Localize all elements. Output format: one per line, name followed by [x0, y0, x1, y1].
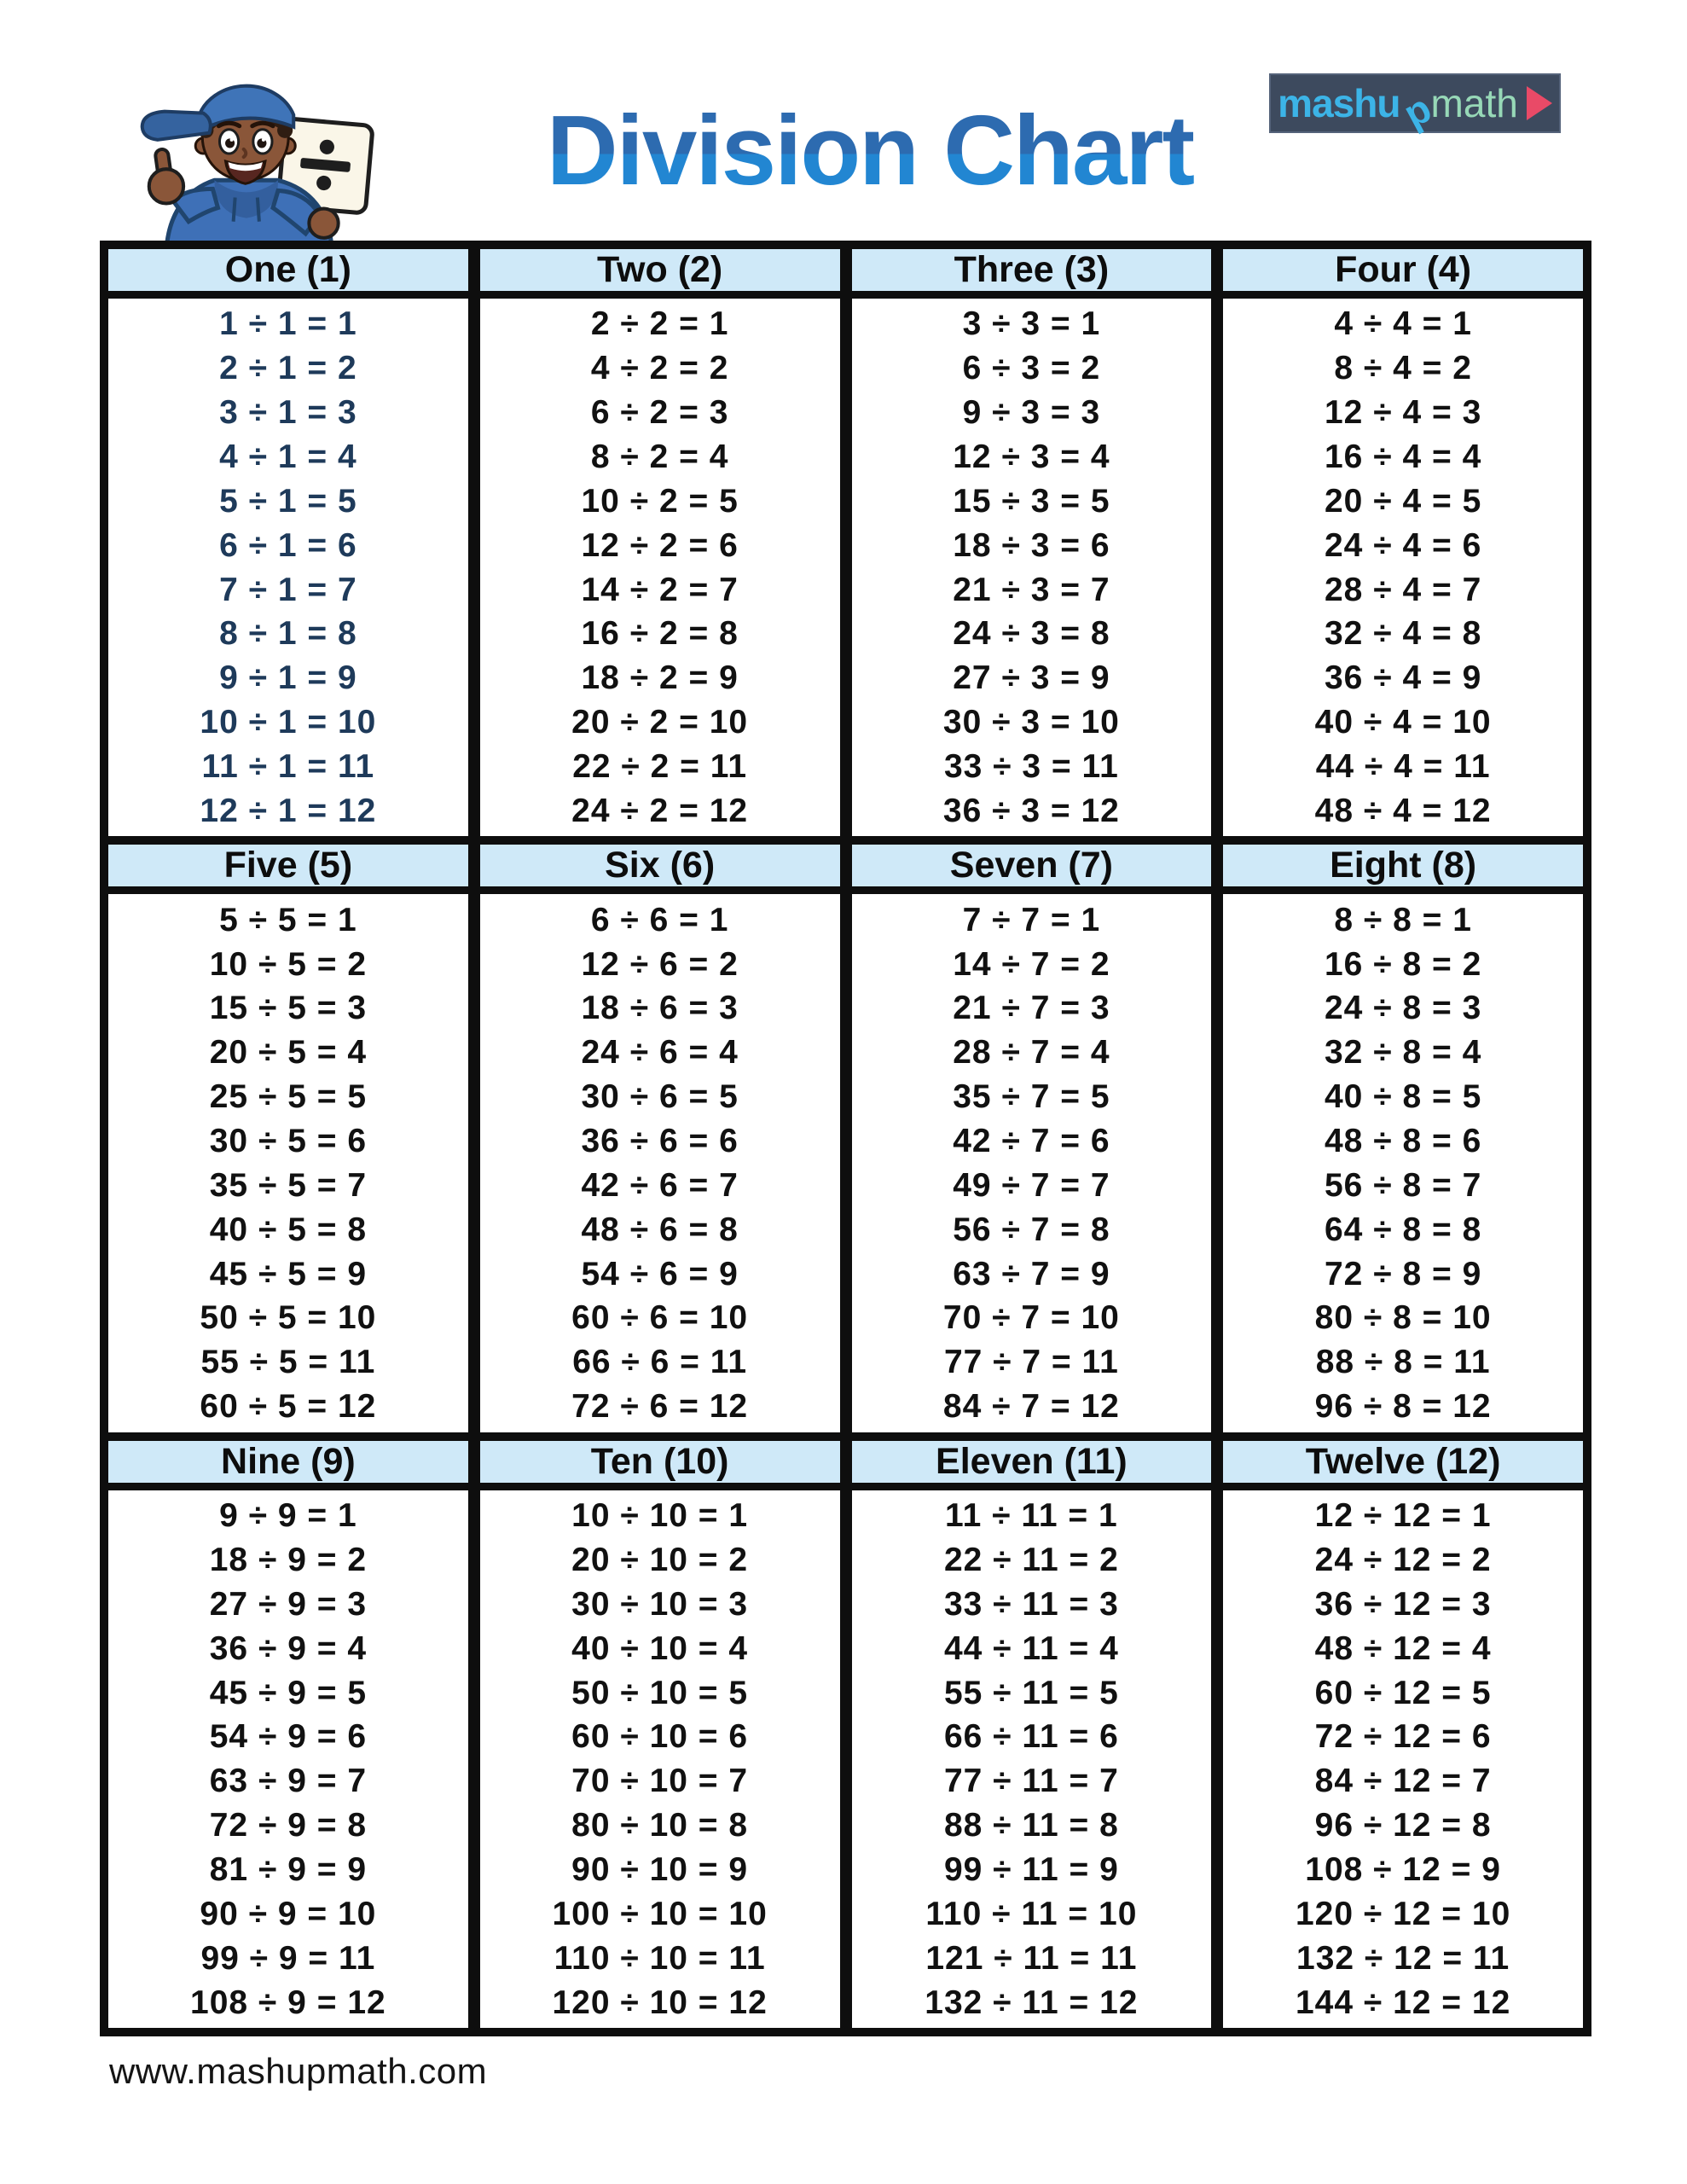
column-header: Ten (10) [468, 1441, 840, 1483]
division-fact: 55 ÷ 11 = 5 [943, 1674, 1119, 1711]
division-fact: 44 ÷ 4 = 11 [1315, 748, 1491, 786]
division-fact: 33 ÷ 11 = 3 [943, 1585, 1119, 1623]
column-header: Nine (9) [221, 1440, 356, 1482]
division-fact: 108 ÷ 9 = 12 [190, 1984, 386, 2021]
division-fact: 20 ÷ 5 = 4 [209, 1034, 368, 1072]
division-fact: 88 ÷ 8 = 11 [1315, 1344, 1491, 1381]
division-fact: 42 ÷ 6 = 7 [581, 1166, 739, 1204]
division-fact: 40 ÷ 4 = 10 [1314, 704, 1492, 741]
fact-column [1211, 894, 1583, 1432]
division-fact: 7 ÷ 7 = 1 [962, 901, 1101, 938]
section-body [108, 894, 1583, 1432]
division-fact: 99 ÷ 9 = 11 [200, 1939, 376, 1977]
column-header: Six (6) [468, 845, 840, 886]
division-fact: 36 ÷ 3 = 12 [942, 792, 1120, 829]
division-fact: 12 ÷ 3 = 4 [953, 439, 1110, 475]
division-fact: 96 ÷ 8 = 12 [1314, 1388, 1492, 1426]
division-fact: 35 ÷ 5 = 7 [209, 1166, 368, 1204]
division-fact: 45 ÷ 9 = 5 [209, 1674, 368, 1711]
division-fact: 2 ÷ 2 = 1 [590, 305, 729, 343]
division-fact: 24 ÷ 6 = 4 [581, 1034, 739, 1072]
brand-letter-p: p [1396, 85, 1439, 136]
column-header: Eight (8) [1211, 845, 1583, 886]
brand-text-math: math [1430, 81, 1518, 125]
website-url: www.mashupmath.com [109, 2051, 488, 2091]
page-title: Division Chart [461, 101, 1279, 200]
division-fact: 72 ÷ 6 = 12 [571, 1388, 749, 1426]
division-fact: 110 ÷ 10 = 11 [554, 1939, 766, 1977]
division-fact: 96 ÷ 12 = 8 [1314, 1807, 1492, 1844]
fact-column [840, 894, 1212, 1432]
division-fact: 9 ÷ 9 = 1 [219, 1497, 357, 1535]
table-section [108, 249, 1583, 836]
division-fact: 30 ÷ 3 = 10 [942, 704, 1120, 741]
division-fact: 6 ÷ 2 = 3 [590, 394, 729, 432]
boy-division-sign-illustration [114, 53, 428, 251]
division-fact: 72 ÷ 8 = 9 [1324, 1255, 1482, 1292]
division-fact: 48 ÷ 6 = 8 [581, 1211, 739, 1248]
division-fact: 70 ÷ 10 = 7 [571, 1763, 749, 1800]
division-fact: 72 ÷ 9 = 8 [209, 1807, 368, 1844]
division-fact: 63 ÷ 9 = 7 [209, 1763, 368, 1800]
column-header: One (1) [224, 249, 351, 290]
division-fact: 16 ÷ 4 = 4 [1324, 439, 1482, 475]
cap-bill [142, 112, 211, 140]
section-body [108, 299, 1583, 836]
division-fact: 15 ÷ 3 = 5 [953, 482, 1110, 520]
division-fact: 56 ÷ 7 = 8 [953, 1211, 1110, 1248]
thumbs-up-fist [149, 169, 183, 203]
division-fact: 9 ÷ 3 = 3 [962, 394, 1101, 432]
division-fact: 16 ÷ 2 = 8 [581, 615, 739, 653]
division-fact: 44 ÷ 11 = 4 [943, 1629, 1119, 1667]
division-fact: 1 ÷ 1 = 1 [219, 305, 357, 343]
division-fact: 60 ÷ 10 = 6 [571, 1718, 749, 1756]
division-fact: 30 ÷ 6 = 5 [581, 1078, 739, 1116]
division-fact: 54 ÷ 9 = 6 [209, 1718, 368, 1756]
fact-column [108, 894, 468, 1432]
division-fact: 6 ÷ 1 = 6 [219, 526, 357, 564]
division-fact: 9 ÷ 1 = 9 [219, 659, 357, 697]
division-fact: 4 ÷ 1 = 4 [219, 439, 357, 475]
division-fact: 36 ÷ 4 = 9 [1324, 659, 1482, 697]
division-fact: 30 ÷ 10 = 3 [571, 1585, 749, 1623]
division-fact: 55 ÷ 5 = 11 [200, 1344, 376, 1381]
gripping-hand [309, 209, 338, 238]
table-section [108, 836, 1583, 1432]
division-fact: 132 ÷ 12 = 11 [1296, 1939, 1510, 1977]
division-fact: 18 ÷ 3 = 6 [953, 526, 1110, 564]
column-header: Three (3) [840, 249, 1212, 291]
section-header-row [108, 1441, 1583, 1490]
division-fact: 144 ÷ 12 = 12 [1295, 1984, 1511, 2021]
division-fact: 15 ÷ 5 = 3 [209, 990, 368, 1027]
play-triangle-icon [1527, 86, 1552, 120]
division-fact: 24 ÷ 2 = 12 [571, 792, 749, 829]
division-fact: 8 ÷ 8 = 1 [1334, 901, 1472, 938]
division-fact: 63 ÷ 7 = 9 [953, 1255, 1110, 1292]
division-fact: 27 ÷ 9 = 3 [209, 1585, 368, 1623]
division-fact: 24 ÷ 8 = 3 [1324, 990, 1482, 1027]
division-fact: 28 ÷ 4 = 7 [1324, 571, 1482, 608]
division-fact: 66 ÷ 6 = 11 [572, 1344, 748, 1381]
division-fact: 22 ÷ 11 = 2 [943, 1541, 1119, 1578]
division-fact: 20 ÷ 2 = 10 [571, 704, 749, 741]
division-fact: 10 ÷ 5 = 2 [209, 945, 368, 983]
division-fact: 35 ÷ 7 = 5 [953, 1078, 1110, 1116]
fact-column [840, 299, 1212, 836]
mashupmath-logo [1269, 73, 1561, 136]
section-header-row [108, 249, 1583, 299]
division-fact: 60 ÷ 12 = 5 [1314, 1674, 1492, 1711]
division-fact: 77 ÷ 7 = 11 [943, 1344, 1119, 1381]
division-fact: 90 ÷ 10 = 9 [571, 1850, 749, 1888]
column-header: Eleven (11) [840, 1441, 1212, 1483]
division-fact: 6 ÷ 6 = 1 [590, 901, 729, 938]
division-fact: 25 ÷ 5 = 5 [209, 1078, 368, 1116]
fact-column [1211, 1490, 1583, 2028]
division-fact: 42 ÷ 7 = 6 [953, 1123, 1110, 1160]
division-fact: 90 ÷ 9 = 10 [200, 1895, 377, 1932]
division-fact: 4 ÷ 4 = 1 [1334, 305, 1472, 343]
column-header: Four (4) [1211, 249, 1583, 291]
section-header-row [108, 845, 1583, 894]
division-fact: 33 ÷ 3 = 11 [943, 748, 1119, 786]
division-fact: 5 ÷ 5 = 1 [219, 901, 357, 938]
division-fact: 11 ÷ 11 = 1 [945, 1497, 1118, 1535]
column-header: Twelve (12) [1211, 1441, 1583, 1483]
division-fact: 30 ÷ 5 = 6 [209, 1123, 368, 1160]
division-fact: 14 ÷ 2 = 7 [581, 571, 739, 608]
division-fact: 40 ÷ 5 = 8 [209, 1211, 368, 1248]
division-fact: 16 ÷ 8 = 2 [1324, 945, 1482, 983]
division-fact: 81 ÷ 9 = 9 [209, 1850, 368, 1888]
fact-column [468, 1490, 840, 2028]
division-fact: 5 ÷ 1 = 5 [219, 482, 357, 520]
division-fact: 24 ÷ 12 = 2 [1314, 1541, 1492, 1578]
division-fact: 2 ÷ 1 = 2 [219, 350, 357, 387]
division-fact: 18 ÷ 2 = 9 [581, 659, 739, 697]
division-fact: 18 ÷ 9 = 2 [209, 1541, 368, 1578]
division-fact: 36 ÷ 6 = 6 [581, 1123, 739, 1160]
division-fact: 4 ÷ 2 = 2 [590, 350, 729, 387]
table-section [108, 1432, 1583, 2028]
column-header: Two (2) [468, 249, 840, 291]
division-fact: 36 ÷ 9 = 4 [209, 1629, 368, 1667]
division-fact: 32 ÷ 4 = 8 [1324, 615, 1482, 653]
division-fact: 48 ÷ 12 = 4 [1314, 1629, 1492, 1667]
section-body [108, 1490, 1583, 2028]
column-header: Five (5) [223, 845, 353, 886]
division-fact: 8 ÷ 4 = 2 [1334, 350, 1472, 387]
division-fact: 20 ÷ 10 = 2 [571, 1541, 749, 1578]
division-fact: 10 ÷ 2 = 5 [581, 482, 739, 520]
division-fact: 60 ÷ 5 = 12 [200, 1388, 377, 1426]
division-fact: 48 ÷ 8 = 6 [1324, 1123, 1482, 1160]
division-fact: 45 ÷ 5 = 9 [209, 1255, 368, 1292]
division-table [100, 241, 1591, 2036]
division-fact: 20 ÷ 4 = 5 [1324, 482, 1482, 520]
division-fact: 12 ÷ 4 = 3 [1324, 394, 1482, 432]
brand-text-mashu: mashu [1278, 81, 1400, 125]
division-fact: 108 ÷ 12 = 9 [1305, 1850, 1501, 1888]
column-header: Seven (7) [840, 845, 1212, 886]
division-fact: 27 ÷ 3 = 9 [953, 659, 1110, 697]
division-fact: 7 ÷ 1 = 7 [219, 571, 357, 608]
division-fact: 84 ÷ 7 = 12 [942, 1388, 1120, 1426]
fact-column [468, 299, 840, 836]
division-fact: 80 ÷ 8 = 10 [1314, 1299, 1492, 1337]
fact-column [1211, 299, 1583, 836]
division-fact: 70 ÷ 7 = 10 [942, 1299, 1120, 1337]
division-fact: 24 ÷ 3 = 8 [953, 615, 1110, 653]
division-fact: 54 ÷ 6 = 9 [581, 1255, 739, 1292]
division-fact: 84 ÷ 12 = 7 [1314, 1763, 1492, 1800]
division-fact: 3 ÷ 1 = 3 [219, 394, 357, 432]
division-fact: 21 ÷ 7 = 3 [953, 990, 1110, 1027]
division-fact: 49 ÷ 7 = 7 [953, 1166, 1110, 1204]
division-fact: 12 ÷ 2 = 6 [581, 526, 739, 564]
division-fact: 50 ÷ 10 = 5 [571, 1674, 749, 1711]
division-fact: 18 ÷ 6 = 3 [581, 990, 739, 1027]
division-fact: 11 ÷ 1 = 11 [201, 748, 375, 786]
division-fact: 24 ÷ 4 = 6 [1324, 526, 1482, 564]
division-fact: 21 ÷ 3 = 7 [953, 571, 1110, 608]
division-fact: 110 ÷ 11 = 10 [925, 1895, 1138, 1932]
division-fact: 14 ÷ 7 = 2 [953, 945, 1110, 983]
division-fact: 66 ÷ 11 = 6 [943, 1718, 1119, 1756]
division-fact: 10 ÷ 1 = 10 [200, 704, 377, 741]
division-fact: 3 ÷ 3 = 1 [962, 305, 1101, 343]
division-fact: 32 ÷ 8 = 4 [1324, 1034, 1482, 1072]
fact-column [468, 894, 840, 1432]
division-fact: 60 ÷ 6 = 10 [571, 1299, 749, 1337]
fact-column [108, 1490, 468, 2028]
division-fact: 12 ÷ 1 = 12 [200, 792, 377, 829]
division-fact: 80 ÷ 10 = 8 [571, 1807, 749, 1844]
division-fact: 132 ÷ 11 = 12 [925, 1984, 1139, 2021]
division-fact: 40 ÷ 8 = 5 [1324, 1078, 1482, 1116]
division-fact: 56 ÷ 8 = 7 [1324, 1166, 1482, 1204]
division-fact: 50 ÷ 5 = 10 [200, 1299, 377, 1337]
division-fact: 8 ÷ 2 = 4 [590, 439, 729, 475]
division-fact: 22 ÷ 2 = 11 [572, 748, 748, 786]
division-fact: 77 ÷ 11 = 7 [943, 1763, 1119, 1800]
division-fact: 8 ÷ 1 = 8 [219, 615, 357, 653]
division-fact: 88 ÷ 11 = 8 [943, 1807, 1119, 1844]
division-fact: 12 ÷ 12 = 1 [1314, 1497, 1492, 1535]
division-fact: 120 ÷ 12 = 10 [1295, 1895, 1511, 1932]
division-fact: 28 ÷ 7 = 4 [953, 1034, 1110, 1072]
division-fact: 72 ÷ 12 = 6 [1314, 1718, 1492, 1756]
division-fact: 40 ÷ 10 = 4 [571, 1629, 749, 1667]
division-fact: 121 ÷ 11 = 11 [925, 1939, 1138, 1977]
division-fact: 120 ÷ 10 = 12 [552, 1984, 768, 2021]
division-fact: 10 ÷ 10 = 1 [571, 1497, 749, 1535]
division-fact: 64 ÷ 8 = 8 [1324, 1211, 1482, 1248]
division-fact: 6 ÷ 3 = 2 [962, 350, 1101, 387]
division-fact: 12 ÷ 6 = 2 [581, 945, 739, 983]
division-fact: 100 ÷ 10 = 10 [552, 1895, 768, 1932]
division-fact: 48 ÷ 4 = 12 [1314, 792, 1492, 829]
fact-column [840, 1490, 1212, 2028]
division-fact: 99 ÷ 11 = 9 [943, 1850, 1119, 1888]
fact-column [108, 299, 468, 836]
division-fact: 36 ÷ 12 = 3 [1314, 1585, 1492, 1623]
